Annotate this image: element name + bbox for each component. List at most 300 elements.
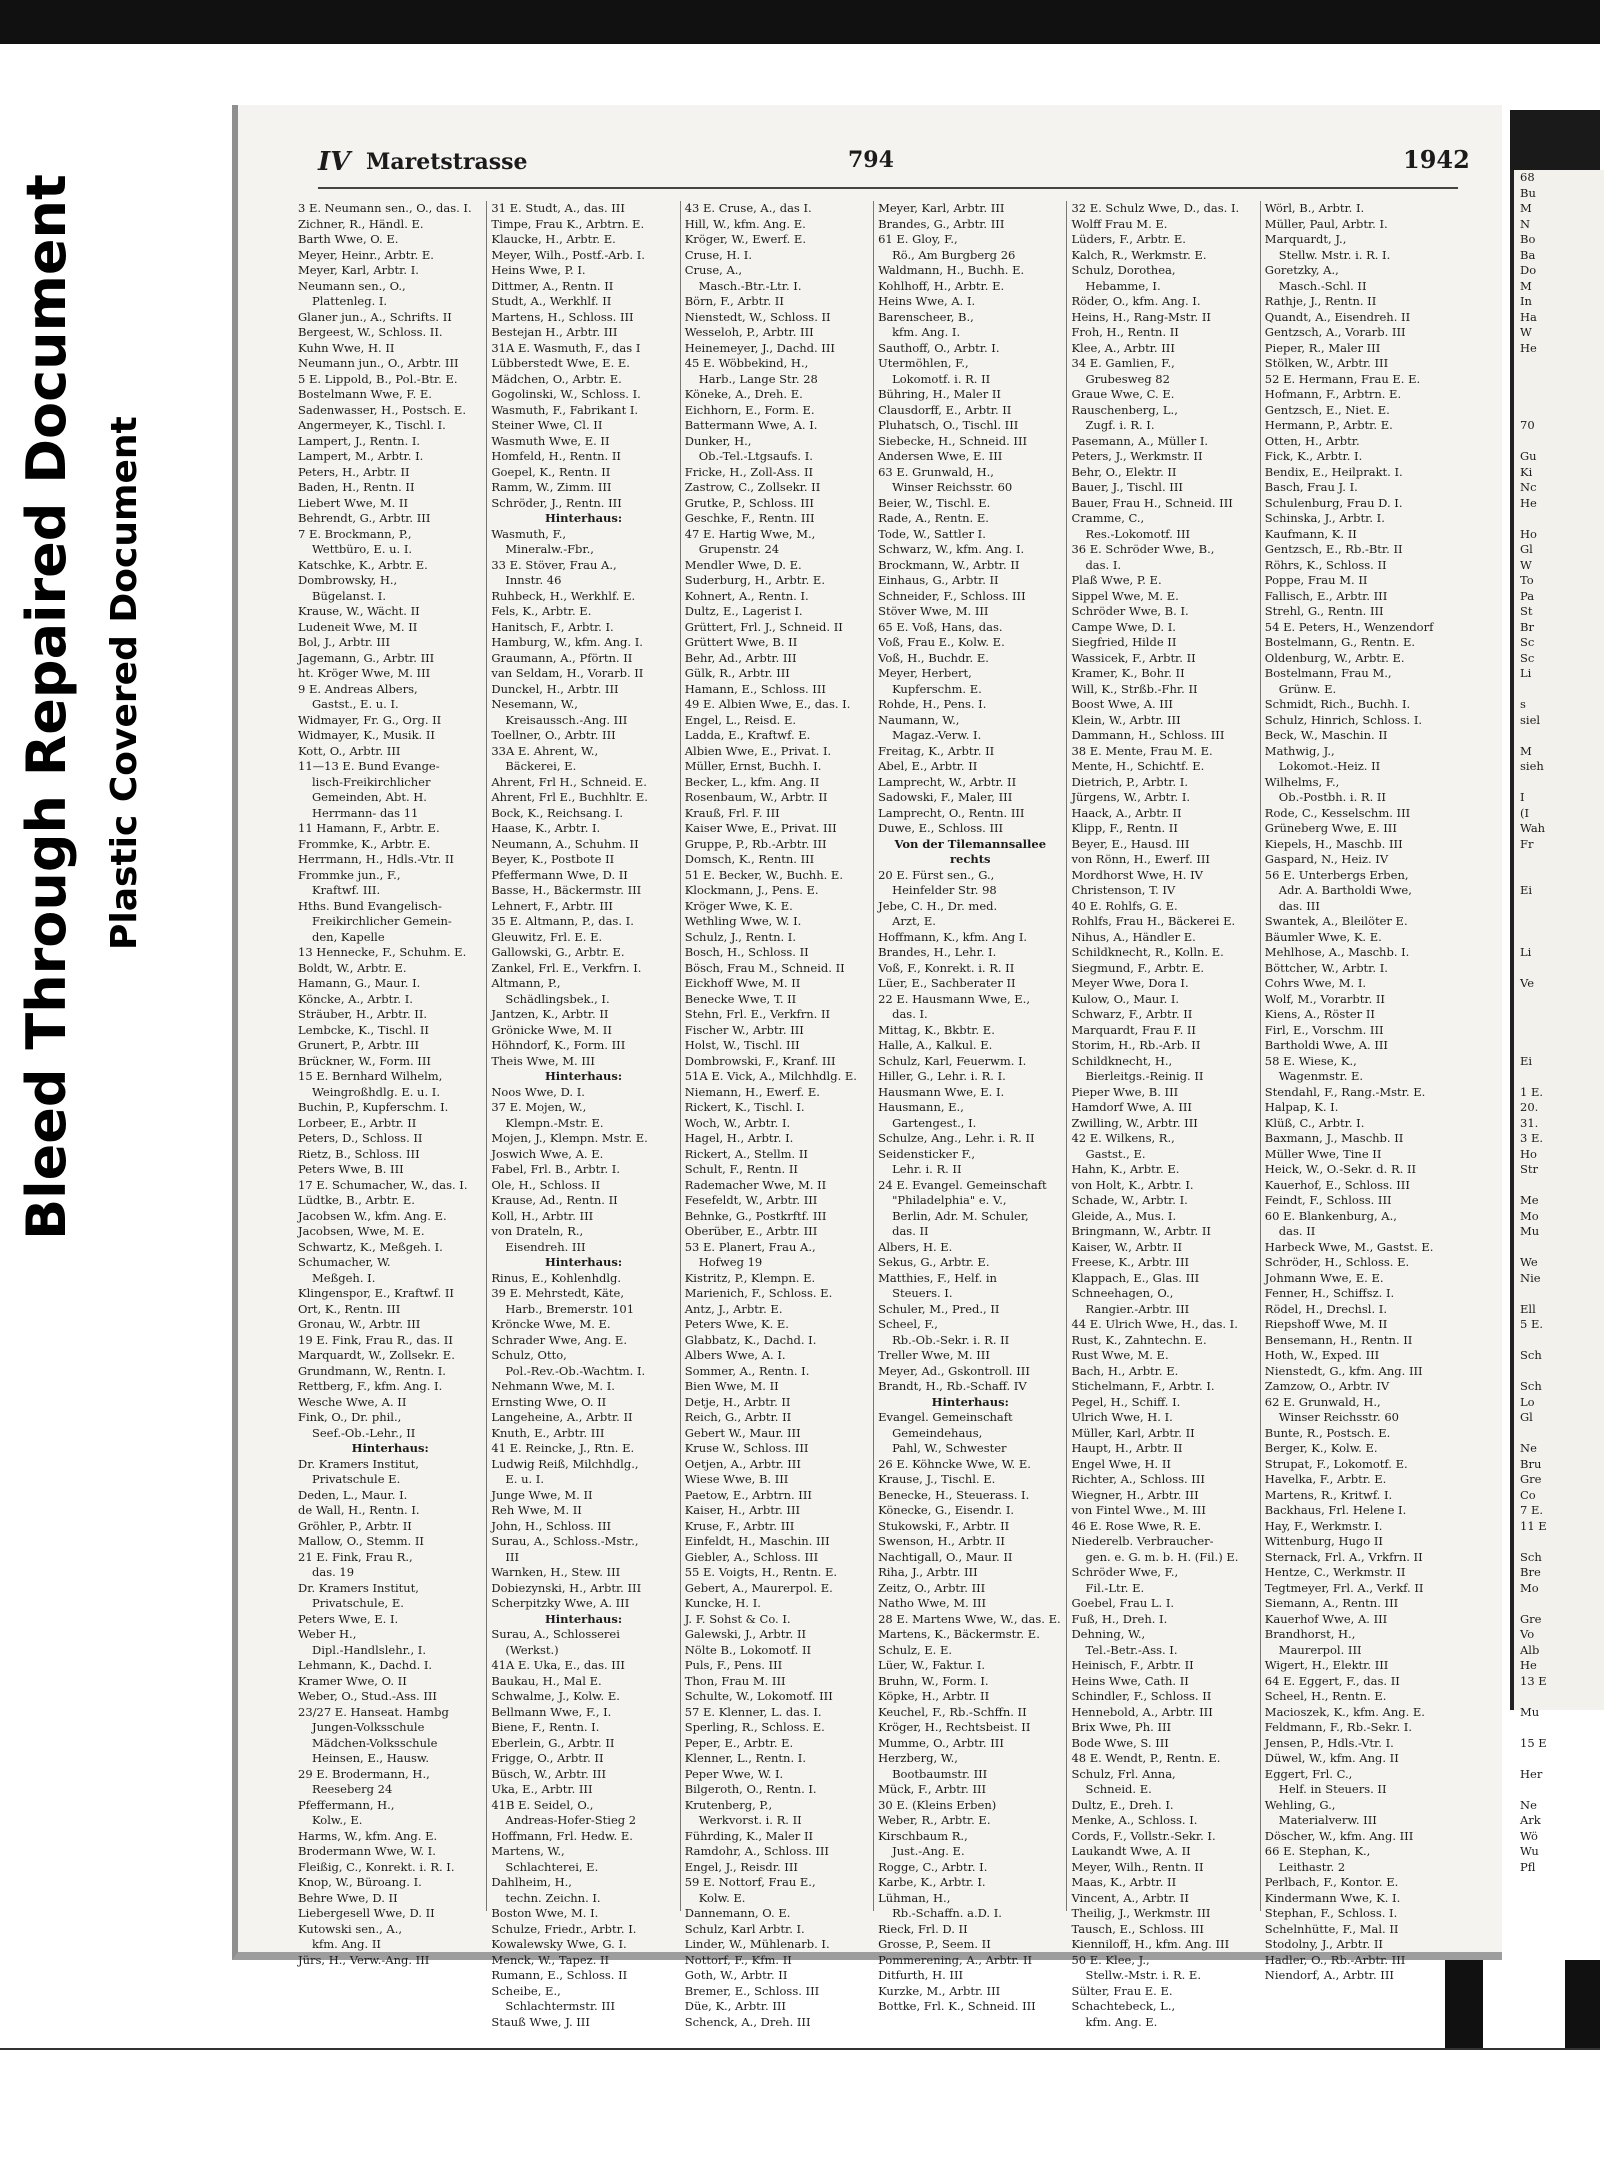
directory-entry: Sternack, Frl. A., Vrkfrn. II bbox=[1264, 1549, 1423, 1564]
directory-entry: Schneehagen, O., bbox=[1071, 1286, 1174, 1300]
directory-entry: Heinemeyer, J., Dachd. III bbox=[684, 340, 835, 355]
directory-entry: Ernsting Wwe, O. II bbox=[491, 1394, 607, 1409]
directory-entry: Rickert, A., Stellm. II bbox=[684, 1146, 808, 1161]
directory-entry: Dombrowsky, H., bbox=[298, 573, 398, 587]
directory-entry: Ulrich Wwe, H. I. bbox=[1071, 1410, 1173, 1424]
directory-entry: Dammann, H., Schloss. III bbox=[1071, 728, 1225, 742]
directory-entry: Timpe, Frau K., Arbtrn. E. bbox=[491, 216, 645, 231]
directory-entry: Cruse, H. I. bbox=[684, 247, 752, 262]
directory-entry: Widmayer, K., Musik. II bbox=[298, 728, 435, 742]
directory-entry: 19 E. Fink, Frau R., das. II bbox=[298, 1332, 453, 1347]
directory-entry: Dietrich, P., Arbtr. I. bbox=[1071, 774, 1188, 789]
directory-entry: Behre Wwe, D. II bbox=[298, 1890, 398, 1905]
directory-entry: Baxmann, J., Maschb. II bbox=[1264, 1131, 1404, 1145]
stamp-primary-text: Bleed Through Repaired Document bbox=[15, 174, 78, 1240]
directory-entry: Stephan, F., Schloss. I. bbox=[1264, 1906, 1398, 1920]
directory-entry: Fink, O., Dr. phil., bbox=[298, 1410, 402, 1424]
next-page-fragment: Ark bbox=[1520, 1813, 1541, 1827]
next-page-fragment bbox=[1514, 1038, 1604, 1054]
next-page-fragment: Mo bbox=[1520, 1208, 1539, 1223]
directory-entry: Behrendt, G., Arbtr. III bbox=[298, 511, 431, 525]
directory-entry: Hoffmann, K., kfm. Ang I. bbox=[878, 929, 1028, 944]
directory-entry: Weber, R., Arbtr. E. bbox=[878, 1813, 991, 1827]
next-page-fragment: Bu bbox=[1520, 185, 1536, 200]
next-page-fragment: Ne bbox=[1520, 1441, 1537, 1455]
directory-entry: Stukowski, F., Arbtr. II bbox=[878, 1518, 1010, 1533]
directory-entry: Barenscheer, B., bbox=[878, 309, 974, 324]
directory-entry: Sommer, A., Rentn. I. bbox=[684, 1363, 810, 1378]
directory-entry: Lehnert, F., Arbtr. III bbox=[491, 898, 613, 913]
directory-entry: 34 E. Gamlien, F., bbox=[1071, 356, 1175, 370]
section-heading: Hinterhaus: bbox=[544, 1255, 623, 1269]
directory-entry: Menck, W., Tapez. II bbox=[491, 1952, 610, 1967]
directory-entry: Peters Wwe, K. E. bbox=[684, 1317, 789, 1331]
directory-entry: Joswich Wwe, A. E. bbox=[491, 1146, 604, 1161]
directory-entry: Macioszek, K., kfm. Ang. E. bbox=[1264, 1704, 1425, 1719]
directory-entry: Schulze, Friedr., Arbtr. I. bbox=[491, 1921, 637, 1936]
directory-entry: Tel.-Betr.-Ass. I. bbox=[1085, 1642, 1178, 1657]
directory-entry: Brandes, G., Arbtr. III bbox=[878, 216, 1005, 231]
directory-entry: Zugf. i. R. I. bbox=[1085, 418, 1155, 432]
next-page-fragment: Wah bbox=[1520, 821, 1546, 835]
directory-entry: Nienstedt, W., Schloss. II bbox=[684, 309, 831, 324]
directory-entry: Backhaus, Frl. Helene I. bbox=[1264, 1503, 1407, 1517]
directory-entry: Brandes, H., Lehr. I. bbox=[878, 945, 997, 959]
directory-entry: Neumann jun., O., Arbtr. III bbox=[298, 356, 459, 370]
directory-entry: Schulz, Karl, Feuerwm. I. bbox=[878, 1053, 1027, 1068]
directory-entry: von Holt, K., Arbtr. I. bbox=[1071, 1177, 1194, 1192]
directory-entry: Gastst., E. u. I. bbox=[312, 697, 399, 711]
directory-entry: 29 E. Brodermann, H., bbox=[298, 1766, 430, 1781]
directory-entry: Gleuwitz, Frl. E. E. bbox=[491, 929, 603, 944]
directory-entry: Rö., Am Burgberg 26 bbox=[892, 247, 1016, 262]
directory-entry: Dr. Kramers Institut, bbox=[298, 1456, 419, 1471]
next-page-fragment: Bo bbox=[1520, 232, 1536, 246]
next-page-fragment: M bbox=[1520, 201, 1532, 215]
directory-entry: Basse, H., Bäckermstr. III bbox=[491, 883, 642, 897]
directory-entry: Wörl, B., Arbtr. I. bbox=[1264, 201, 1365, 215]
directory-entry: 41B E. Seidel, O., bbox=[491, 1797, 594, 1812]
directory-entry: Wiegner, H., Arbtr. III bbox=[1071, 1487, 1199, 1502]
directory-entry: Mathwig, J., bbox=[1264, 743, 1335, 758]
directory-entry: Hennebold, A., Arbtr. III bbox=[1071, 1704, 1213, 1719]
directory-entry: Gentzsch, E., Rb.-Btr. II bbox=[1264, 542, 1403, 556]
directory-entry: Pegel, H., Schiff. I. bbox=[1071, 1394, 1181, 1409]
directory-entry: Liebert Wwe, M. II bbox=[298, 495, 409, 510]
directory-entry: Wasmuth, F., Fabrikant I. bbox=[491, 402, 639, 417]
directory-entry: Kirschbaum R., bbox=[878, 1828, 968, 1843]
directory-entry: Beyer, K., Postbote II bbox=[491, 852, 615, 866]
next-page-fragment: Fr bbox=[1520, 836, 1534, 851]
directory-entry: Wassicek, F., Arbtr. II bbox=[1071, 650, 1196, 665]
next-page-fragment bbox=[1514, 1007, 1604, 1023]
directory-entry: Bostelmann, G., Rentn. E. bbox=[1264, 635, 1416, 649]
directory-entry: 42 E. Wilkens, R., bbox=[1071, 1131, 1175, 1145]
directory-entry: Peper, E., Arbtr. E. bbox=[684, 1735, 794, 1750]
directory-entry: Schachtebeck, L., bbox=[1071, 1999, 1176, 2013]
directory-entry: Kaiser Wwe, E., Privat. III bbox=[684, 821, 837, 835]
directory-entry: Werkvorst. i. R. II bbox=[698, 1813, 802, 1827]
next-page-fragment: Mu bbox=[1520, 1704, 1540, 1719]
directory-entry: Klenner, L., Rentn. I. bbox=[684, 1751, 806, 1765]
directory-entry: Altmann, P., bbox=[491, 976, 561, 990]
directory-entry: lisch-Freikirchlicher bbox=[312, 774, 431, 789]
directory-entry: Hamann, G., Maur. I. bbox=[298, 976, 421, 990]
next-page-fragment: Do bbox=[1520, 263, 1537, 277]
directory-entry: 7 E. Brockmann, P., bbox=[298, 526, 412, 541]
directory-entry: Wolff Frau M. E. bbox=[1071, 216, 1168, 231]
directory-entry: Plaß Wwe, P. E. bbox=[1071, 573, 1162, 587]
directory-entry: 35 E. Altmann, P., das. I. bbox=[491, 914, 634, 928]
directory-entry: Hagel, H., Arbtr. I. bbox=[684, 1131, 794, 1145]
directory-entry: Bach, H., Arbtr. E. bbox=[1071, 1363, 1179, 1378]
directory-entry: Steiner Wwe, Cl. II bbox=[491, 418, 603, 432]
directory-entry: Gentzsch, E., Niet. E. bbox=[1264, 402, 1390, 417]
directory-entry: Nachtigall, O., Maur. II bbox=[878, 1549, 1013, 1564]
next-page-fragment bbox=[1514, 403, 1604, 419]
directory-entry: Ahrent, Frl H., Schneid. E. bbox=[491, 774, 647, 789]
directory-entry: Buchin, P., Kupferschm. I. bbox=[298, 1100, 449, 1114]
directory-entry: Kruse, F., Arbtr. III bbox=[684, 1518, 795, 1533]
directory-entry: Fesefeldt, W., Arbtr. III bbox=[684, 1193, 818, 1207]
next-page-fragment bbox=[1514, 434, 1604, 450]
directory-entry: Klingenspor, E., Kraftwf. II bbox=[298, 1286, 454, 1300]
directory-entry: Battermann Wwe, A. I. bbox=[684, 418, 818, 432]
directory-entry: Hths. Bund Evangelisch- bbox=[298, 898, 442, 913]
directory-entry: Rademacher Wwe, M. II bbox=[684, 1177, 827, 1192]
directory-entry: 61 E. Gloy, F., bbox=[878, 232, 958, 246]
directory-entry: Köneke, A., Dreh. E. bbox=[684, 387, 803, 401]
next-page-fragment: Bru bbox=[1520, 1456, 1542, 1471]
directory-entry: Herzberg, W., bbox=[878, 1751, 958, 1765]
directory-entry: Kurzke, M., Arbtr. III bbox=[878, 1983, 1001, 1998]
next-page-fragment: 1 E. bbox=[1520, 1084, 1544, 1099]
directory-entry: Sadenwasser, H., Postsch. E. bbox=[298, 402, 466, 417]
directory-entry: Homfeld, H., Rentn. II bbox=[491, 449, 621, 463]
directory-entry: Theilig, J., Werkmstr. III bbox=[1071, 1906, 1211, 1920]
next-page-fragment bbox=[1514, 899, 1604, 915]
next-page-fragment: Alb bbox=[1520, 1642, 1540, 1657]
next-page-fragment: 3 E. bbox=[1520, 1131, 1544, 1145]
directory-entry: Liebergesell Wwe, D. II bbox=[298, 1906, 435, 1920]
next-page-fragment: M bbox=[1520, 278, 1532, 293]
directory-entry: Peters, J., Werkmstr. II bbox=[1071, 449, 1203, 463]
directory-entry: Krause, W., Wächt. II bbox=[298, 604, 420, 618]
directory-entry: 28 E. Martens Wwe, W., das. E. bbox=[878, 1611, 1061, 1626]
directory-entry: Grüttert, Frl. J., Schneid. II bbox=[684, 619, 843, 634]
directory-entry: Mehlhose, A., Maschb. I. bbox=[1264, 945, 1410, 959]
directory-entry: Grüneberg Wwe, E. III bbox=[1264, 821, 1397, 835]
directory-entry: Schröder Wwe, F., bbox=[1071, 1565, 1179, 1579]
directory-entry: Sadowski, F., Maler, III bbox=[878, 790, 1013, 804]
directory-entry: 58 E. Wiese, K., bbox=[1264, 1053, 1357, 1068]
directory-entry: 52 E. Hermann, Frau E. E. bbox=[1264, 371, 1421, 386]
directory-entry: Peper Wwe, W. I. bbox=[684, 1766, 784, 1781]
next-page-fragment: 20. bbox=[1520, 1100, 1539, 1114]
directory-entry: Zastrow, C., Zollsekr. II bbox=[684, 480, 821, 494]
directory-entry: Privatschule E. bbox=[312, 1472, 401, 1486]
directory-entry: Stellw.-Mstr. i. R. E. bbox=[1085, 1968, 1201, 1982]
directory-entry: Lamprecht, W., Arbtr. II bbox=[878, 774, 1017, 789]
directory-entry: Schröder, H., Schloss. E. bbox=[1264, 1255, 1410, 1269]
directory-entry: Schinska, J., Arbtr. I. bbox=[1264, 511, 1385, 525]
directory-entry: Peters Wwe, B. III bbox=[298, 1162, 404, 1176]
directory-entry: Marquardt, Frau F. II bbox=[1071, 1022, 1196, 1037]
directory-entry: 48 E. Wendt, P., Rentn. E. bbox=[1071, 1751, 1221, 1765]
directory-entry: Studt, A., Werkhlf. II bbox=[491, 294, 612, 308]
directory-entry: Utermöhlen, F., bbox=[878, 356, 969, 370]
directory-entry: Sippel Wwe, M. E. bbox=[1071, 588, 1179, 603]
directory-entry: Hebamme, I. bbox=[1085, 278, 1161, 293]
next-page-fragment: 13 E bbox=[1520, 1673, 1547, 1688]
directory-entry: Lembcke, K., Tischl. II bbox=[298, 1022, 429, 1037]
directory-entry: Goebel, Frau L. I. bbox=[1071, 1596, 1175, 1610]
directory-entry: Hanitsch, F., Arbtr. I. bbox=[491, 619, 614, 634]
directory-entry: Ob.-Tel.-Ltgsaufs. I. bbox=[698, 449, 813, 463]
directory-column-4 bbox=[874, 201, 1067, 2013]
directory-entry: 17 E. Schumacher, W., das. I. bbox=[298, 1177, 468, 1192]
directory-entry: Scheibe, E., bbox=[491, 1983, 561, 1998]
directory-entry: Geschke, F., Rentn. III bbox=[684, 511, 815, 525]
directory-entry: Rathje, J., Rentn. II bbox=[1264, 294, 1377, 308]
directory-entry: Nottorf, F., Kfm. II bbox=[684, 1952, 792, 1967]
directory-entry: Lehr. i. R. II bbox=[892, 1162, 962, 1176]
directory-entry: Albien Wwe, E., Privat. I. bbox=[684, 743, 832, 758]
next-page-fragment: Nie bbox=[1520, 1270, 1541, 1285]
next-page-fragment bbox=[1514, 1178, 1604, 1194]
next-page-fragment bbox=[1514, 1720, 1604, 1736]
directory-entry: von Drateln, R., bbox=[491, 1224, 584, 1238]
directory-entry: Haupt, H., Arbtr. II bbox=[1071, 1441, 1183, 1455]
next-page-fragment: He bbox=[1520, 495, 1537, 510]
directory-entry: von Fintel Wwe., M. III bbox=[1071, 1503, 1206, 1517]
directory-entry: Harbeck Wwe, M., Gastst. E. bbox=[1264, 1239, 1434, 1254]
directory-entry: Boost Wwe, A. III bbox=[1071, 697, 1173, 711]
next-page-fragment: Sc bbox=[1520, 650, 1535, 665]
directory-entry: Basch, Frau J. I. bbox=[1264, 480, 1358, 494]
directory-entry: 47 E. Hartig Wwe, M., bbox=[684, 526, 816, 541]
directory-entry: Meyer Wwe, Dora I. bbox=[1071, 976, 1189, 990]
directory-entry: Gentzsch, A., Vorarb. III bbox=[1264, 325, 1406, 339]
section-heading: Hinterhaus: bbox=[544, 511, 623, 525]
directory-entry: Kott, O., Arbtr. III bbox=[298, 743, 401, 758]
directory-entry: Gebert, A., Maurerpol. E. bbox=[684, 1580, 833, 1595]
directory-entry: Bremer, E., Schloss. III bbox=[684, 1983, 820, 1998]
directory-entry: Eggert, Frl. C., bbox=[1264, 1766, 1353, 1781]
directory-entry: Wittenburg, Hugo II bbox=[1264, 1534, 1383, 1548]
directory-entry: Treller Wwe, M. III bbox=[878, 1348, 990, 1362]
directory-entry: Grunert, P., Arbtr. III bbox=[298, 1038, 420, 1052]
directory-entry: gen. e. G. m. b. H. (Fil.) E. bbox=[1085, 1549, 1239, 1564]
directory-entry: Stauß Wwe, J. III bbox=[491, 2014, 590, 2029]
directory-entry: Kolw. E. bbox=[698, 1890, 746, 1905]
directory-entry: Wethling Wwe, W. I. bbox=[684, 914, 802, 928]
directory-entry: Schulte, W., Lokomotf. III bbox=[684, 1689, 833, 1703]
directory-entry: Schröder, J., Rentn. III bbox=[491, 495, 622, 510]
directory-entry: Schwalme, J., Kolw. E. bbox=[491, 1689, 620, 1703]
directory-entry: Becker, L., kfm. Ang. II bbox=[684, 774, 820, 789]
directory-entry: Bendix, E., Heilprakt. I. bbox=[1264, 464, 1403, 479]
directory-entry: Graue Wwe, C. E. bbox=[1071, 387, 1175, 401]
next-page-fragment bbox=[1514, 1751, 1604, 1767]
directory-entry: Rosenbaum, W., Arbtr. II bbox=[684, 790, 828, 804]
directory-entry: Poppe, Frau M. II bbox=[1264, 573, 1368, 587]
directory-entry: Ruhbeck, H., Werkhlf. E. bbox=[491, 588, 636, 603]
directory-entry: Düe, K., Arbtr. III bbox=[684, 1999, 786, 2013]
directory-entry: Siebecke, H., Schneid. III bbox=[878, 433, 1028, 448]
directory-column-2 bbox=[487, 201, 680, 2029]
directory-entry: Kaufmann, K. II bbox=[1264, 526, 1357, 541]
directory-column-5 bbox=[1067, 201, 1260, 2029]
directory-entry: Kraftwf. III. bbox=[312, 883, 381, 897]
next-page-fragment: Gre bbox=[1520, 1472, 1542, 1486]
directory-entry: Gleide, A., Mus. I. bbox=[1071, 1208, 1177, 1223]
directory-entry: Koll, H., Arbtr. III bbox=[491, 1208, 594, 1223]
directory-entry: Ludwig Reiß, Milchhdlg., bbox=[491, 1456, 639, 1471]
directory-entry: Kistritz, P., Klempn. E. bbox=[684, 1270, 816, 1285]
directory-entry: Haack, A., Arbtr. II bbox=[1071, 805, 1182, 820]
directory-entry: Dultz, E., Dreh. I. bbox=[1071, 1797, 1174, 1812]
directory-entry: Böttcher, W., Arbtr. I. bbox=[1264, 960, 1388, 975]
directory-entry: Benecke, H., Steuerass. I. bbox=[878, 1487, 1030, 1502]
directory-entry: Seef.-Ob.-Lehr., II bbox=[312, 1425, 416, 1440]
directory-entry: Klee, A., Arbtr. III bbox=[1071, 340, 1175, 355]
next-page-fragment bbox=[1514, 728, 1604, 744]
directory-entry: de Wall, H., Rentn. I. bbox=[298, 1503, 420, 1517]
next-page-fragment: Mo bbox=[1520, 1580, 1539, 1595]
directory-entry: Schulz, Otto, bbox=[491, 1348, 567, 1362]
directory-entry: Wagenmstr. E. bbox=[1278, 1069, 1364, 1083]
directory-entry: Schildknecht, R., Kolln. E. bbox=[1071, 945, 1224, 959]
directory-entry: Jungen-Volksschule bbox=[312, 1720, 425, 1734]
next-page-fragment: 11 E bbox=[1520, 1518, 1547, 1533]
directory-entry: Albers, H. E. bbox=[878, 1239, 953, 1254]
directory-entry: Wesche Wwe, A. II bbox=[298, 1394, 407, 1409]
directory-entry: Kauerhof Wwe, A. III bbox=[1264, 1611, 1388, 1626]
directory-entry: Benecke Wwe, T. II bbox=[684, 991, 797, 1006]
directory-entry: Einhaus, G., Arbtr. II bbox=[878, 573, 999, 587]
directory-entry: Rust, K., Zahntechn. E. bbox=[1071, 1332, 1207, 1347]
directory-entry: Voß, Frau E., Kolw. E. bbox=[878, 635, 1005, 649]
directory-entry: Lampert, M., Arbtr. I. bbox=[298, 449, 424, 463]
next-page-fragment: In bbox=[1520, 294, 1532, 308]
next-page-fragment: Br bbox=[1520, 619, 1534, 634]
directory-entry: Harb., Lange Str. 28 bbox=[698, 371, 818, 386]
directory-entry: Rust Wwe, M. E. bbox=[1071, 1348, 1169, 1362]
directory-entry: Schulz, Frl. Anna, bbox=[1071, 1766, 1176, 1781]
directory-entry: Grüttert Wwe, B. II bbox=[684, 635, 798, 649]
directory-entry: Abel, E., Arbtr. II bbox=[878, 759, 978, 773]
directory-entry: Domsch, K., Rentn. III bbox=[684, 852, 815, 866]
directory-entry: Bierleitgs.-Reinig. II bbox=[1085, 1069, 1204, 1083]
directory-entry: Martens, H., Schloss. III bbox=[491, 309, 634, 324]
directory-entry: Hentze, C., Werkmstr. II bbox=[1264, 1565, 1406, 1579]
directory-year: 1942 bbox=[1403, 145, 1470, 174]
directory-entry: Paetow, E., Arbtrn. III bbox=[684, 1487, 812, 1502]
directory-entry: Puls, F., Pens. III bbox=[684, 1658, 783, 1672]
directory-entry: Johmann Wwe, E. E. bbox=[1264, 1270, 1384, 1285]
directory-entry: Frigge, O., Arbtr. II bbox=[491, 1751, 604, 1765]
directory-entry: 43 E. Cruse, A., das I. bbox=[684, 201, 812, 215]
directory-entry: 44 E. Ulrich Wwe, H., das. I. bbox=[1071, 1317, 1238, 1331]
next-page-fragment bbox=[1514, 961, 1604, 977]
directory-entry: Hadler, O., Rb.-Arbtr. III bbox=[1264, 1952, 1406, 1967]
directory-entry: Schulz, J., Rentn. I. bbox=[684, 929, 796, 944]
directory-entry: Schrader Wwe, Ang. E. bbox=[491, 1332, 627, 1347]
directory-entry: Börn, F., Arbtr. II bbox=[684, 294, 784, 308]
directory-entry: Grubesweg 82 bbox=[1085, 371, 1170, 386]
next-page-fragment: Str bbox=[1520, 1162, 1538, 1176]
directory-entry: Baden, H., Rentn. II bbox=[298, 480, 415, 494]
directory-entry: Schindler, F., Schloss. II bbox=[1071, 1689, 1212, 1703]
directory-entry: Gülk, R., Arbtr. III bbox=[684, 666, 790, 680]
directory-entry: Pluhatsch, O., Tischl. III bbox=[878, 418, 1019, 432]
directory-entry: Hamdorf Wwe, A. III bbox=[1071, 1100, 1192, 1114]
directory-entry: Jensen, P., Hdls.-Vtr. I. bbox=[1264, 1735, 1394, 1750]
directory-entry: Neumann sen., O., bbox=[298, 278, 406, 293]
directory-entry: Einfeldt, H., Maschin. III bbox=[684, 1534, 830, 1548]
directory-entry: Lamprecht, O., Rentn. III bbox=[878, 805, 1025, 820]
directory-entry: Ort, K., Rentn. III bbox=[298, 1301, 401, 1316]
next-page-fragment: Sch bbox=[1520, 1549, 1542, 1564]
directory-entry: Lokomot.-Heiz. II bbox=[1278, 759, 1381, 773]
directory-entry: Köncke, A., Arbtr. I. bbox=[298, 991, 413, 1006]
next-page-fragment: He bbox=[1520, 1658, 1537, 1672]
directory-entry: Heins Wwe, A. I. bbox=[878, 294, 976, 308]
directory-entry: Düwel, W., kfm. Ang. II bbox=[1264, 1751, 1399, 1765]
directory-entry: 9 E. Andreas Albers, bbox=[298, 681, 418, 696]
directory-entry: Storim, H., Rb.-Arb. II bbox=[1071, 1038, 1201, 1052]
directory-entry: Kramer Wwe, O. II bbox=[298, 1673, 407, 1688]
next-page-fragment: 7 E. bbox=[1520, 1503, 1544, 1517]
directory-entry: 13 Hennecke, F., Schuhm. E. bbox=[298, 945, 467, 959]
directory-entry: Reeseberg 24 bbox=[312, 1782, 393, 1796]
scan-stamp bbox=[15, 174, 230, 1240]
directory-entry: Rettberg, F., kfm. Ang. I. bbox=[298, 1379, 443, 1393]
directory-entry: Hamburg, W., kfm. Ang. I. bbox=[491, 635, 643, 649]
directory-entry: Meyer, Karl, Arbtr. I. bbox=[298, 263, 419, 277]
directory-entry: Lüders, F., Arbtr. E. bbox=[1071, 232, 1186, 246]
directory-entry: Kohlhoff, H., Arbtr. E. bbox=[878, 278, 1005, 293]
directory-entry: Ramm, W., Zimm. III bbox=[491, 480, 612, 494]
directory-entry: Privatschule, E. bbox=[312, 1596, 404, 1610]
next-page-fragment: Pfl bbox=[1520, 1859, 1536, 1874]
directory-entry: Tegtmeyer, Frl. A., Verkf. II bbox=[1264, 1580, 1424, 1595]
directory-entry: 24 E. Evangel. Gemeinschaft bbox=[878, 1177, 1047, 1192]
directory-entry: Kreisaussch.-Ang. III bbox=[505, 712, 628, 727]
directory-entry: Schmidt, Rich., Buchh. I. bbox=[1264, 697, 1411, 711]
directory-entry: Winser Reichsstr. 60 bbox=[892, 480, 1013, 494]
directory-entry: Bäumler Wwe, K. E. bbox=[1264, 929, 1382, 944]
directory-entry: Res.-Lokomotf. III bbox=[1085, 526, 1191, 541]
directory-entry: Boldt, W., Arbtr. E. bbox=[298, 960, 407, 975]
directory-entry: Krause, J., Tischl. E. bbox=[878, 1472, 996, 1486]
directory-entry: 11—13 E. Bund Evange- bbox=[298, 759, 440, 773]
directory-entry: Toellner, O., Arbtr. III bbox=[491, 728, 616, 742]
next-page-fragment: Ve bbox=[1520, 976, 1535, 990]
directory-entry: Kramer, K., Bohr. II bbox=[1071, 666, 1185, 680]
directory-entry: Katschke, K., Arbtr. E. bbox=[298, 557, 428, 572]
next-page-fragment bbox=[1514, 1689, 1604, 1705]
directory-entry: Müller, Paul, Arbtr. I. bbox=[1264, 216, 1388, 231]
next-page-fragment bbox=[1514, 1069, 1604, 1085]
directory-entry: Marquardt, J., bbox=[1264, 232, 1347, 246]
directory-entry: Stellw. Mstr. i. R. I. bbox=[1278, 247, 1391, 262]
directory-entry: Hofmann, F., Arbtrn. E. bbox=[1264, 387, 1402, 401]
directory-entry: Suderburg, H., Arbtr. E. bbox=[684, 573, 825, 587]
next-page-dark-edge bbox=[1510, 110, 1600, 170]
directory-entry: 32 E. Schulz Wwe, D., das. I. bbox=[1071, 201, 1240, 215]
